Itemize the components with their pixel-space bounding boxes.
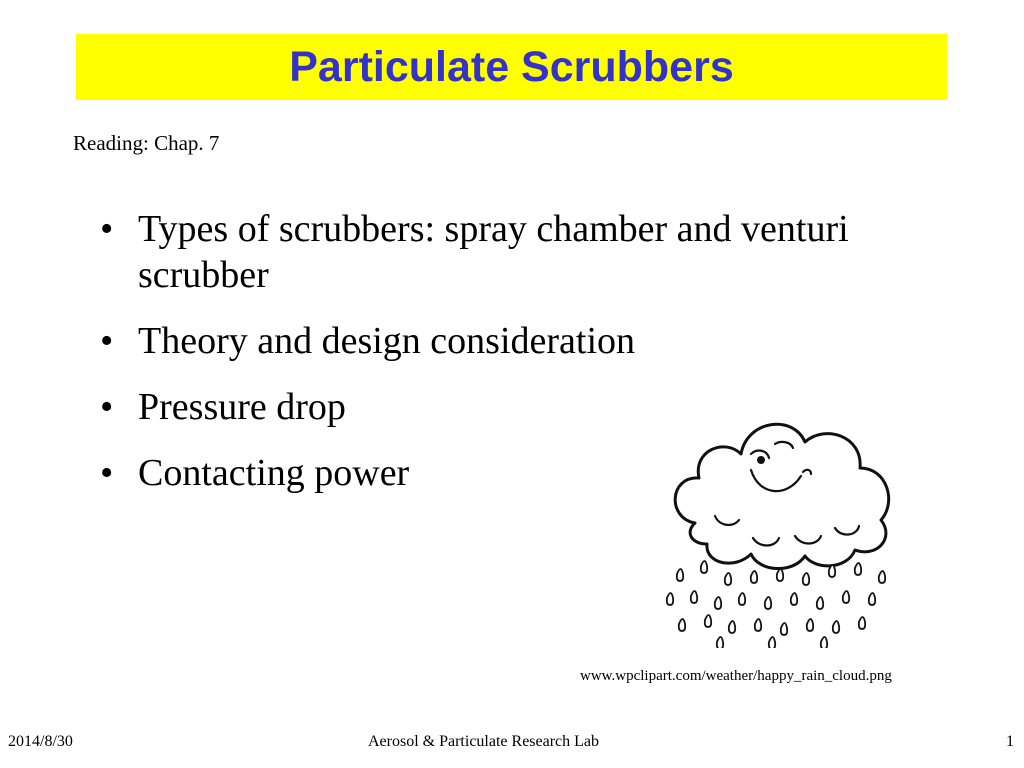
raindrop bbox=[729, 621, 735, 633]
raindrop bbox=[751, 571, 757, 583]
raindrop bbox=[667, 593, 673, 605]
raindrop bbox=[843, 591, 849, 603]
bullet-text: Theory and design consideration bbox=[138, 320, 636, 362]
raindrop bbox=[781, 623, 787, 635]
raindrop bbox=[869, 593, 875, 605]
raindrop bbox=[715, 597, 721, 609]
raindrop bbox=[803, 573, 809, 585]
raindrop bbox=[691, 591, 697, 603]
raindrop bbox=[777, 569, 783, 581]
reading-note: Reading: Chap. 7 bbox=[73, 131, 220, 155]
bullet-item bbox=[100, 318, 900, 364]
raindrop bbox=[701, 561, 707, 573]
raindrop bbox=[833, 621, 839, 633]
raindrop bbox=[717, 637, 723, 648]
happy-rain-cloud-icon bbox=[655, 398, 905, 648]
raindrop bbox=[807, 619, 813, 631]
cloud-eye-pupil bbox=[757, 456, 765, 464]
raindrop bbox=[791, 593, 797, 605]
title-banner bbox=[76, 34, 947, 100]
raindrop bbox=[739, 593, 745, 605]
image-source-caption: www.wpclipart.com/weather/happy_rain_cloud.png bbox=[580, 668, 892, 684]
raindrop bbox=[821, 637, 827, 648]
bullet-text: Contacting power bbox=[138, 452, 410, 494]
raindrop bbox=[829, 565, 835, 577]
bullet-dot: • bbox=[100, 386, 114, 428]
bullet-dot: • bbox=[100, 320, 114, 362]
bullet-dot: • bbox=[100, 452, 114, 494]
raindrop bbox=[679, 619, 685, 631]
raindrop bbox=[765, 597, 771, 609]
bullet-item bbox=[100, 206, 878, 298]
footer-date: 2014/8/30 bbox=[8, 733, 73, 750]
raindrop bbox=[855, 563, 861, 575]
raindrop bbox=[817, 597, 823, 609]
bullet-text: Pressure drop bbox=[138, 386, 346, 428]
footer-lab-name: Aerosol & Particulate Research Lab bbox=[368, 733, 600, 750]
footer-page-number: 1 bbox=[1006, 733, 1014, 750]
raindrop bbox=[705, 615, 711, 627]
raindrop bbox=[677, 569, 683, 581]
bullet-dot: • bbox=[100, 208, 114, 250]
slide-title: Particulate Scrubbers bbox=[289, 42, 734, 91]
raindrop bbox=[859, 617, 865, 629]
raindrop bbox=[755, 619, 761, 631]
bullet-text: Types of scrubbers: spray chamber and venturi scrubber bbox=[138, 208, 849, 296]
raindrop bbox=[879, 571, 885, 583]
raindrop bbox=[725, 573, 731, 585]
raindrop bbox=[769, 637, 775, 648]
cloud-outline bbox=[675, 424, 888, 568]
